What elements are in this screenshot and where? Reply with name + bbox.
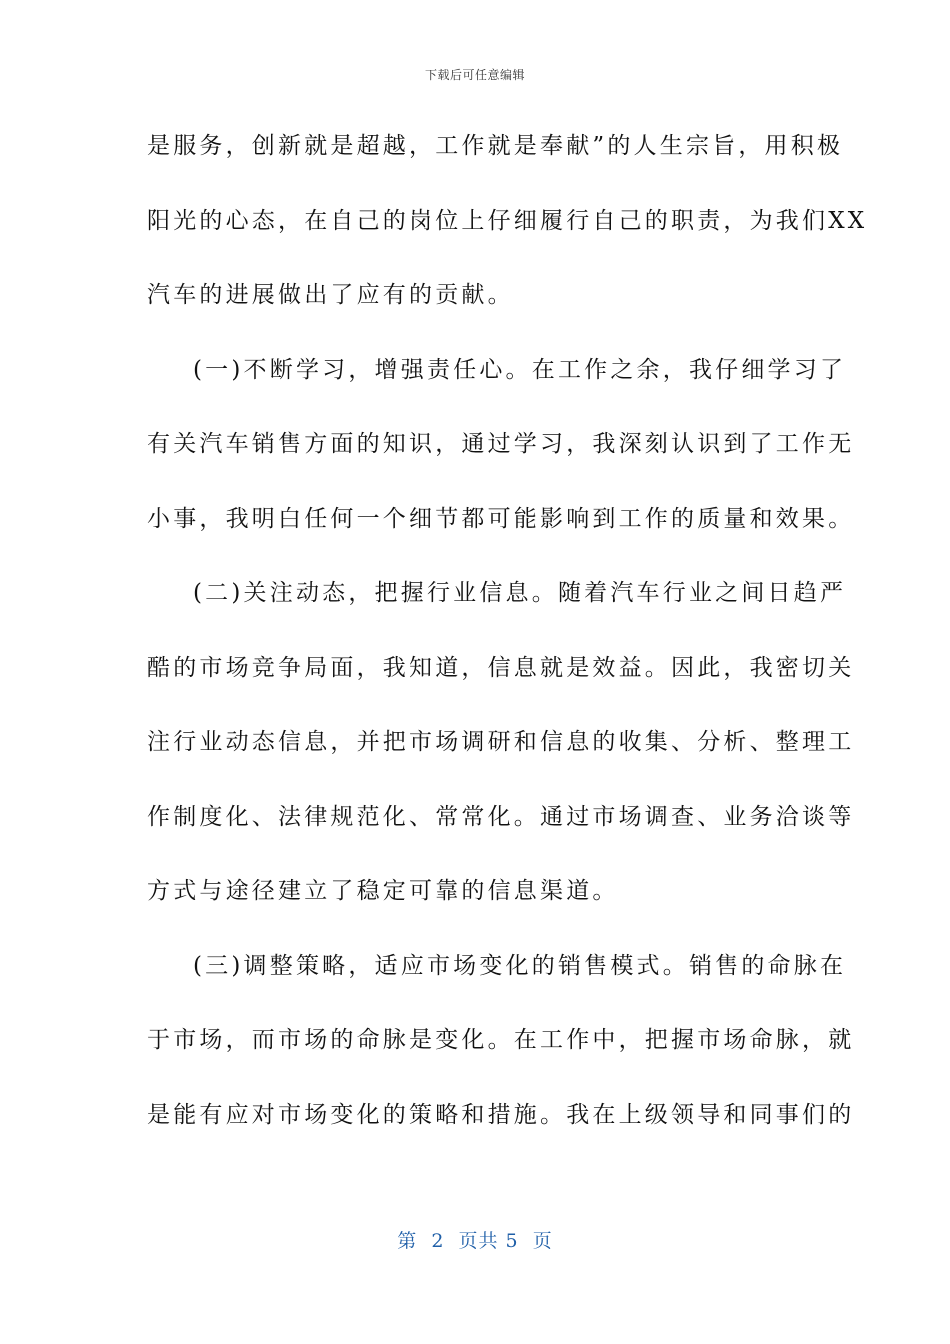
paragraph-heading-line: (二)关注动态，把握行业信息。随着汽车行业之间日趋严 bbox=[193, 580, 847, 606]
body-line: 汽车的进展做出了应有的贡献。 bbox=[147, 282, 514, 308]
body-line: 酷的市场竞争局面，我知道，信息就是效益。因此，我密切关 bbox=[147, 654, 855, 681]
body-line: 有关汽车销售方面的知识，通过学习，我深刻认识到了工作无 bbox=[147, 431, 855, 457]
body-line: 作制度化、法律规范化、常常化。通过市场调查、业务洽谈等 bbox=[147, 803, 855, 830]
body-line: 是能有应对市场变化的策略和措施。我在上级领导和同事们的 bbox=[147, 1101, 855, 1128]
document-body bbox=[147, 124, 868, 1167]
page-number-text: 第 2 页共 5 页 bbox=[397, 1230, 553, 1252]
paragraph-heading-line: (三)调整策略，适应市场变化的销售模式。销售的命脉在 bbox=[193, 952, 847, 979]
body-line: 注行业动态信息，并把市场调研和信息的收集、分析、整理工 bbox=[147, 729, 855, 755]
page-number-footer bbox=[0, 1226, 950, 1253]
body-line: 于市场，而市场的命脉是变化。在工作中，把握市场命脉，就 bbox=[147, 1027, 855, 1053]
body-line: 小事，我明白任何一个细节都可能影响到工作的质量和效果。 bbox=[147, 505, 855, 532]
body-line: 是服务，创新就是超越，工作就是奉献”的人生宗旨，用积极 bbox=[147, 133, 844, 159]
body-line: 方式与途径建立了稳定可靠的信息渠道。 bbox=[147, 878, 619, 904]
paragraph-heading-line: (一)不断学习，增强责任心。在工作之余，我仔细学习了 bbox=[193, 356, 847, 383]
body-line: 阳光的心态，在自己的岗位上仔细履行自己的职责，为我们XX bbox=[147, 207, 868, 234]
page-header: 下载后可任意编辑 bbox=[424, 68, 525, 82]
